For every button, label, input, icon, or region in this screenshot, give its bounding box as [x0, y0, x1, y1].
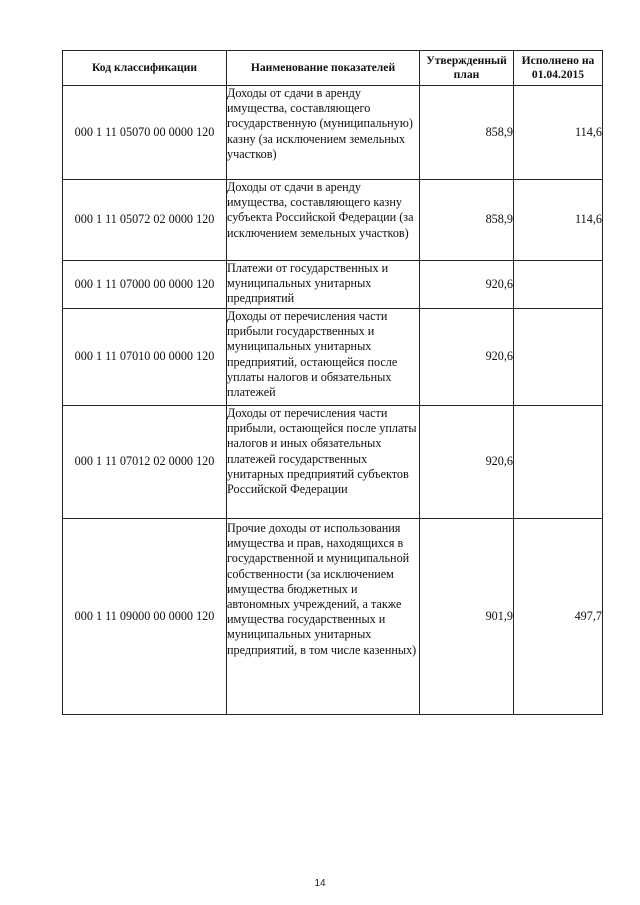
approved-plan: 858,9 [420, 86, 514, 180]
executed-value: 497,7 [514, 519, 603, 715]
classification-code: 000 1 11 05072 02 0000 120 [63, 180, 227, 261]
table-row [63, 86, 603, 180]
approved-plan: 901,9 [420, 519, 514, 715]
indicator-name: Доходы от перечисления части прибыли государственных и муниципальных унитарных предприятий, остающейся после уплаты налогов и обязательных платежей [227, 309, 420, 406]
indicator-name: Платежи от государственных и муниципальных унитарных предприятий [227, 261, 420, 309]
table-row [63, 519, 603, 715]
header-done: Исполнено на 01.04.2015 [514, 51, 603, 86]
approved-plan: 920,6 [420, 261, 514, 309]
indicator-name: Доходы от сдачи в аренду имущества, составляющего казну субъекта Российской Федерации (за исключением земельных участков) [227, 180, 420, 261]
indicator-name: Прочие доходы от использования имущества и прав, находящихся в государственной и муниципальной собственности (за исключением имущества бюджетных и автономных учреждений, а также имущества государственных и муниципальных унитарных предприятий, в том числе казенных) [227, 519, 420, 715]
table-row [63, 180, 603, 261]
indicator-name: Доходы от сдачи в аренду имущества, составляющего государственную (муниципальную) казну (за исключением земельных участков) [227, 86, 420, 180]
indicator-name: Доходы от перечисления части прибыли, остающейся после уплаты налогов и иных обязательных платежей государственных унитарных предприятий субъектов Российской Федерации [227, 406, 420, 519]
executed-value [514, 261, 603, 309]
approved-plan: 920,6 [420, 309, 514, 406]
header-code: Код классификации [63, 51, 227, 86]
approved-plan: 920,6 [420, 406, 514, 519]
classification-code: 000 1 11 07010 00 0000 120 [63, 309, 227, 406]
table-row [63, 261, 603, 309]
table-header-row [63, 51, 603, 86]
classification-code: 000 1 11 07000 00 0000 120 [63, 261, 227, 309]
executed-value [514, 309, 603, 406]
header-plan: Утвержденный план [420, 51, 514, 86]
classification-code: 000 1 11 05070 00 0000 120 [63, 86, 227, 180]
page-number: 14 [314, 878, 326, 889]
revenue-table [62, 50, 603, 715]
table-row [63, 406, 603, 519]
header-name: Наименование показателей [227, 51, 420, 86]
executed-value: 114,6 [514, 86, 603, 180]
approved-plan: 858,9 [420, 180, 514, 261]
executed-value: 114,6 [514, 180, 603, 261]
executed-value [514, 406, 603, 519]
table-row [63, 309, 603, 406]
classification-code: 000 1 11 07012 02 0000 120 [63, 406, 227, 519]
classification-code: 000 1 11 09000 00 0000 120 [63, 519, 227, 715]
